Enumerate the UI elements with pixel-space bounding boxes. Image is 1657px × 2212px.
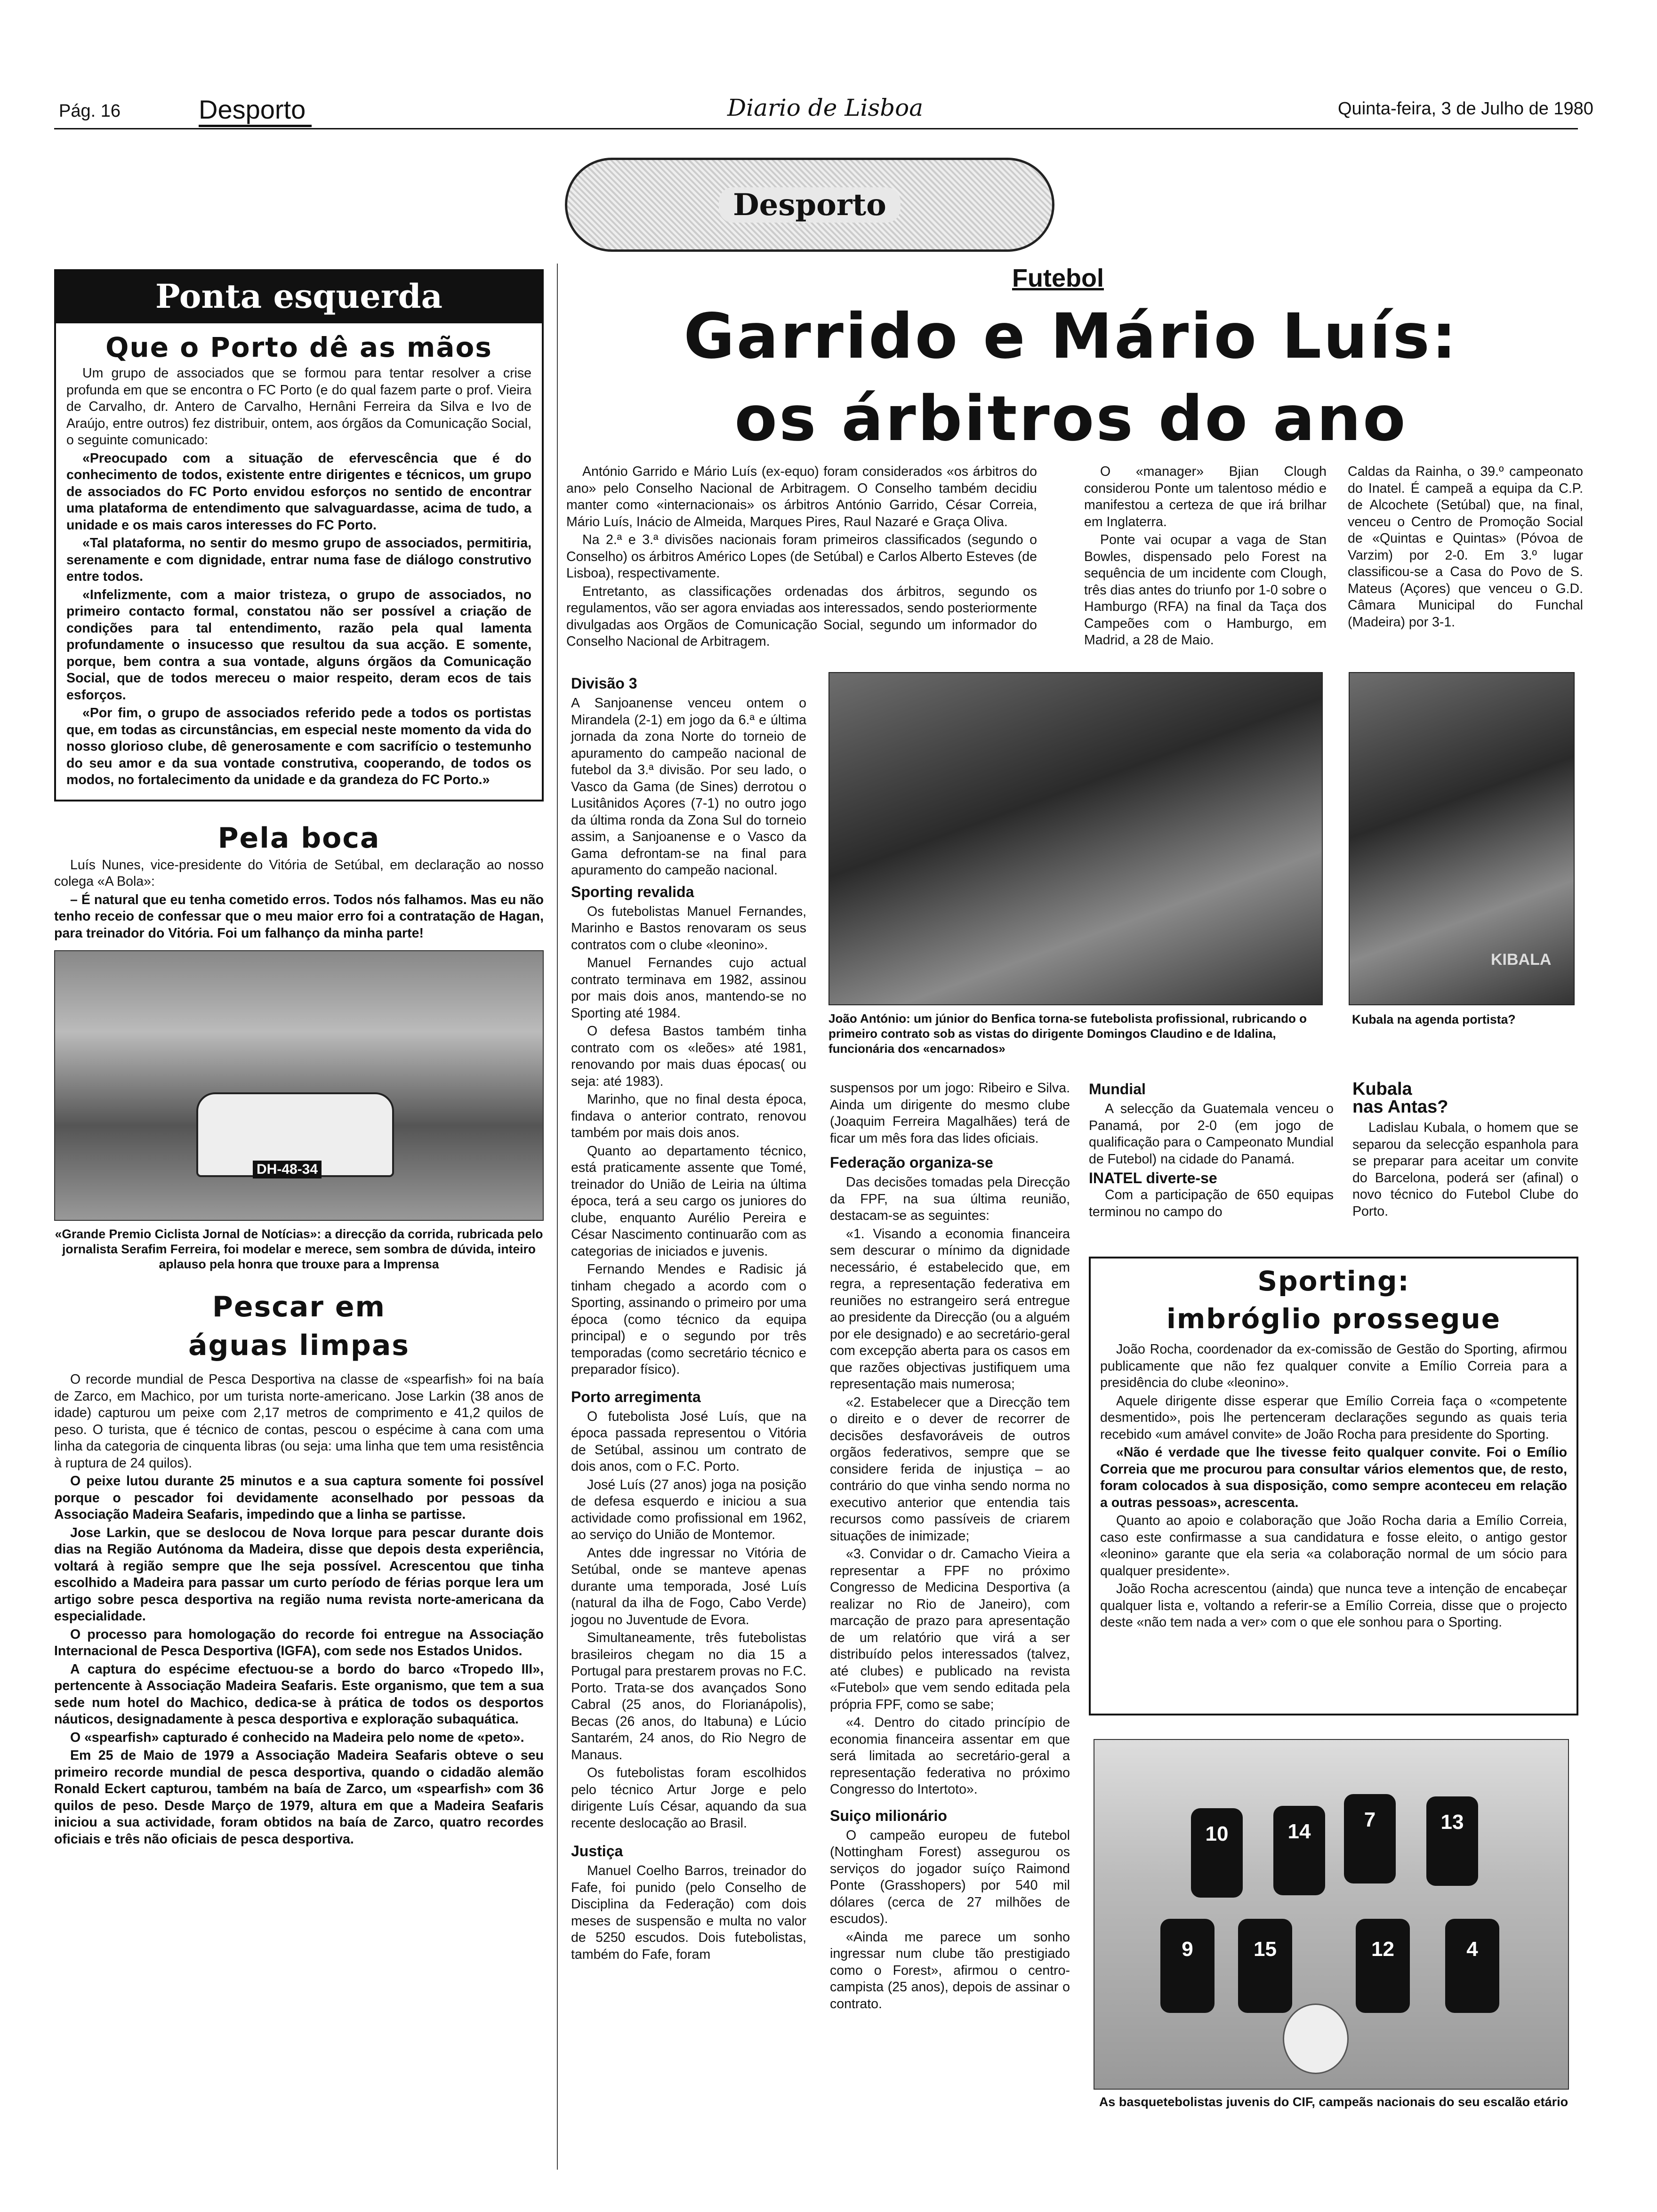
- banner-label: Desporto: [719, 187, 901, 223]
- para: Simultaneamente, três futebolistas brasileiros chegam no dia 15 a Portugal para prestarem provas no F.C. Porto. Trata-se dos avançados Sono Cabral (25 anos, do Florianápolis), Becas (26 anos, do Itabuna) e Lúcio Santarém, 24 anos, do Rio Negro de Manaus.: [571, 1630, 806, 1763]
- para: Em 25 de Maio de 1979 a Associação Madeira Seafaris obteve o seu primeiro recorde mundial de pesca desportiva, quando o cidadão alemão Ronald Eckert capturou, também na baía de Zarco, um «spearfish» com 36 quilos de peso. Desde Março de 1979, altura em que a Madeira Seafaris iniciou a sua actividade, foram obtidos na baía de Zarco, quatro recordes oficiais e três não oficiais de pesca desportiva.: [54, 1748, 544, 1847]
- photo2-caption: João António: um júnior do Benfica torna-se futebolista profissional, rubricando o primeiro contrato sob as vistas do dirigente Domingos Claudino e de Idalina, funcionária dos «encarnados»: [828, 1011, 1307, 1056]
- para: A Sanjoanense venceu ontem o Mirandela (2-1) em jogo da 6.ª e última jornada da zona Norte do torneio de apuramento do campeão nacional de futebol da 3.ª divisão. Por seu lado, o Vasco da Gama (de Sines) derrotou o Lusitânidos Açores (7-1) no outro jogo da última ronda da Zona Sul do torneio assim, a Sanjoanense e o Vasco da Gama defrontam-se na final para apuramento do campeão nacional.: [571, 696, 806, 878]
- photo-contract-signing: [828, 672, 1323, 1005]
- para: O «manager» Bjian Clough considerou Ponte um talentoso médio e manifestou a certeza de que irá brilhar em Inglaterra.: [1084, 464, 1327, 529]
- player: 14: [1273, 1806, 1325, 1895]
- s1-body: [66, 365, 531, 789]
- column-title: Ponta esquerda: [54, 269, 544, 323]
- col6-text: [1352, 1080, 1578, 1221]
- para: Os futebolistas foram escolhidos pelo técnico Artur Jorge e pelo dirigente Luís César, aquando da sua recente deslocação ao Brasil.: [571, 1765, 806, 1831]
- para: O processo para homologação do recorde foi entregue na Associação Internacional de Pesca Desportiva (IGFA), com sede nos Estados Unidos.: [54, 1627, 544, 1659]
- para: Manuel Fernandes cujo actual contrato terminava em 1982, assinou por mais dois anos, mantendo-se no Sporting até 1984.: [571, 955, 806, 1021]
- page-number: Pág. 16: [59, 101, 121, 121]
- para: Caldas da Rainha, o 39.º campeonato do Inatel. É campeã a equipa da C.P. de Alcochete (Setúbal) que, na final, venceu o Centro de Promoção Social de «Quintas e Quintas» (Póvoa de Varzim) por 2-0. Em 3.º lugar classificou-se a Casa do Povo de S. Mateus (Açores) que venceu o G.D. Câmara Municipal do Funchal (Madeira) por 3-1.: [1348, 464, 1583, 630]
- col4-text: [830, 1080, 1070, 2014]
- sporting-box: [1089, 1257, 1578, 1715]
- clough-text: [1084, 464, 1327, 650]
- player: 9: [1160, 1919, 1215, 2013]
- suico-title: Suiço milionário: [830, 1807, 947, 1824]
- para: Das decisões tomadas pela Direcção da FPF, na sua última reunião, destacam-se as seguintes:: [830, 1175, 1070, 1223]
- para: João Rocha, coordenador da ex-comissão de Gestão do Sporting, afirmou publicamente que não fez qualquer convite a Emílio Correia para a presidência do clube «leonino».: [1100, 1342, 1567, 1390]
- headline-2: os árbitros do ano: [734, 383, 1408, 455]
- kubala-title-2: nas Antas?: [1352, 1097, 1448, 1117]
- photo3-caption: Kubala na agenda portista?: [1352, 1012, 1516, 1026]
- mundial-title: Mundial: [1089, 1081, 1146, 1098]
- header-rule: [54, 128, 1578, 129]
- para: Na 2.ª e 3.ª divisões nacionais foram primeiros classificados (segundo o Conselho) os árbitros Américo Lopes (de Setúbal) e Carlos Alberto Esteves (de Lisboa), respectivamente.: [566, 532, 1037, 581]
- photo-cyclist: [54, 950, 544, 1221]
- para: «1. Visando a economia financeira sem descurar o mínimo da dignidade necessário, é estabelecido que, em regra, a representação federativa em reuniões no estrangeiro será entregue ao presidente da Direcção (ou a alguém por ele designado) e ao secretário-geral com excepção aberta para os casos em que razões objectivas justifiquem uma representação mais numerosa;: [830, 1226, 1070, 1392]
- para: «Não é verdade que lhe tivesse feito qualquer convite. Foi o Emílio Correia que me procurou para consultar vários elementos que, de resto, foram colocados à sua disposição, como sempre aconteceu em relação a outras pessoas», acrescenta.: [1100, 1445, 1567, 1510]
- photo-kubala: [1349, 672, 1575, 1005]
- para: Antes dde ingressar no Vitória de Setúbal, onde se manteve apenas durante uma temporada, José Luís (natural da ilha de Fogo, Cabo Verde) jogou no Juventude de Evora.: [571, 1545, 806, 1627]
- para: José Luís (27 anos) joga na posição de defesa esquerdo e iniciou a sua actividade como profissional em 1962, ao serviço do União de Montemor.: [571, 1477, 806, 1542]
- photo1-caption: «Grande Premio Ciclista Jornal de Notícias»: a direcção da corrida, rubricada pelo jornalista Serafim Ferreira, foi modelar e merece, sem sombra de dúvida, inteiro aplauso pela honra que trouxe para a Imprensa: [55, 1227, 543, 1271]
- para: O recorde mundial de Pesca Desportiva na classe de «spearfish» foi na baía de Zarco, em Machico, por um turista norte-americano. Jose Larkin (38 anos de idade) capturou um peixe com 2,17 metros de comprimento e 41,2 quilos de peso. O turista, que é técnico de contas, pescou o espécime à cana com uma linha da categoria de cinquenta libras (ou seja: uma linha que tem uma resistência à ruptura de 24 quilos).: [54, 1372, 544, 1471]
- teddy-bear: [1283, 2004, 1349, 2074]
- section-underline: [199, 125, 312, 127]
- para: Jose Larkin, que se deslocou de Nova Iorque para pescar durante dois dias na Região Autónoma da Madeira, disse que depois desta experiência, voltará à região sempre que lhe seja possível. Acrescentou que tinha escolhido a Madeira para passar um curto período de férias porque lera um artigo sobre pesca desportiva na região numa revista norte-americana da especialidade.: [54, 1525, 544, 1624]
- para: Quanto ao departamento técnico, está praticamente assente que Tomé, treinador do União de Leiria na última época, terá a seu cargo os juniores do clube, enquanto Aurélio Pereira e César Nascimento continuarão com as categorias de iniciados e juvenis.: [571, 1143, 806, 1259]
- kubala-title-1: Kubala: [1352, 1079, 1412, 1099]
- para: Aquele dirigente disse esperar que Emílio Correia faça o «competente desmentido», pois lhe pertenceram declarações segundo as quais teria recebido «um amável convite» de João Rocha para presidente do Sporting.: [1100, 1393, 1567, 1442]
- para: Marinho, que no final desta época, findava o anterior contrato, renovou também por mais dois anos.: [571, 1092, 806, 1140]
- caldas-text: [1348, 464, 1583, 632]
- col3-text: [571, 671, 806, 1964]
- para: Os futebolistas Manuel Fernandes, Marinho e Bastos renovaram os seus contratos com o clube «leonino».: [571, 904, 806, 953]
- para: O campeão europeu de futebol (Nottingham Forest) assegurou os serviços do jogador suíço Raimond Ponte (Grasshopers) por 540 mil dólares (cerca de 27 milhões de escudos).: [830, 1827, 1070, 1926]
- inatel-title: INATEL diverte-se: [1089, 1170, 1217, 1186]
- para: «Por fim, o grupo de associados referido pede a todos os portistas que, em todas as circunstâncias, em especial neste momento da vida do nosso glorioso clube, dê generosamente e com sacrifício o testemunho do seu amor e da sua vontade construtiva, cooperando, de todos os modos, no fortalecimento da unidade e da grandeza do FC Porto.»: [66, 705, 531, 787]
- para: João Rocha acrescentou (ainda) que nunca teve a intenção de encabeçar qualquer lista e, voltando a referir-se a Emílio Correia, disse que o projecto deste «não tem nada a ver» com o que ele sonhou para o Sporting.: [1100, 1581, 1567, 1630]
- fpf-title: Federação organiza-se: [830, 1154, 993, 1171]
- kicker: Futebol: [1012, 264, 1104, 292]
- column-rule: [557, 264, 558, 2170]
- para: «Preocupado com a situação de efervescência que é do conhecimento de todos, existente entre dirigentes e técnicos, um grupo de associados do FC Porto envidou esforços no sentido de encontrar uma plataforma de entendimento que salvaguardasse, acima de tudo, a unidade e os mais caros interesses do FC Porto.: [66, 450, 531, 533]
- player: 12: [1356, 1919, 1410, 2013]
- col5-text: [1089, 1080, 1334, 1222]
- para: O «spearfish» capturado é conhecido na Madeira pelo nome de «peto».: [70, 1730, 524, 1745]
- player: 4: [1445, 1919, 1499, 2013]
- para: A selecção da Guatemala venceu o Panamá, por 2-0 (em jogo de qualificação para o Campeonato Mundial de Futebol) na cidade do Panamá.: [1089, 1101, 1334, 1167]
- para: «3. Convidar o dr. Camacho Vieira a representar a FPF no próximo Congresso de Medicina Desportiva (a realizar no Rio de Janeiro), com marcação de prazo para apresentação de um relatório que virá a ser distribuído pelos interessados (talvez, até clubes) e publicado na revista «Futebol» que vem sendo editada pela própria FPF, como se sabe;: [830, 1547, 1070, 1712]
- para: «Tal plataforma, no sentir do mesmo grupo de associados, permitiria, serenamente e com dignidade, entrar numa fase de diálogo construtivo entre todos.: [66, 536, 531, 584]
- para: Com a participação de 650 equipas terminou no campo do: [1089, 1187, 1334, 1219]
- photo-basketball-team: [1094, 1739, 1569, 2090]
- player: 10: [1191, 1808, 1243, 1898]
- para: Fernando Mendes e Radisic já tinham chegado a acordo com o Sporting, assinando o primeiro por uma época (como técnico da equipa principal) e o segundo por três temporadas (como secretário técnico e preparador físico).: [571, 1262, 806, 1377]
- column-frame: [54, 323, 544, 801]
- para: suspensos por um jogo: Ribeiro e Silva. Ainda um dirigente do mesmo clube (Joaquim Ferreira Magalhães) terá de ficar um mês fora das lides oficiais.: [830, 1081, 1070, 1146]
- shirt-lettering: KIBALA: [1491, 951, 1552, 969]
- player: 15: [1238, 1919, 1292, 2013]
- player: 13: [1426, 1796, 1478, 1886]
- box-title-1: Sporting:: [1257, 1265, 1410, 1297]
- photo4-caption: As basquetebolistas juvenis do CIF, campeãs nacionais do seu escalão etário: [1099, 2095, 1569, 2109]
- section-name: Desporto: [199, 95, 306, 124]
- porto-title: Porto arregimenta: [571, 1388, 701, 1405]
- justica-title: Justiça: [571, 1843, 623, 1859]
- headline-1: Garrido e Mário Luís:: [684, 300, 1458, 373]
- intro-text: [566, 464, 1037, 652]
- para: «4. Dentro do citado princípio de economia financeira assentar em que será limitada ao secretário-geral a representação federativa no próximo Congresso do Intertoto».: [830, 1715, 1070, 1797]
- s2-title: Pela boca: [217, 821, 380, 855]
- masthead: Diario de Lisboa: [727, 94, 924, 121]
- para: O peixe lutou durante 25 minutos e a sua captura somente foi possível porque o pescador foi devidamente aconselhado por pessoas da Associação Madeira Seafaris, impedindo que a linha se partisse.: [54, 1474, 544, 1522]
- s3-title-1: Pescar em: [212, 1290, 386, 1323]
- box-title-2: imbróglio prossegue: [1166, 1303, 1501, 1335]
- player: 7: [1344, 1794, 1396, 1883]
- sporting-title: Sporting revalida: [571, 883, 694, 900]
- para: – É natural que eu tenha cometido erros. Todos nós falhamos. Mas eu não tenho receio de confessar que o meu maior erro foi a contratação de Hagan, para treinador do Vitória. Foi um falhanço da minha parte!: [54, 892, 544, 941]
- para: «Ainda me parece um sonho ingressar num clube tão prestigiado como o Forest», afirmou o centro-campista (25 anos), depois de assinar o contrato.: [830, 1929, 1070, 2012]
- para: António Garrido e Mário Luís (ex-equo) foram considerados «os árbitros do ano» pelo Conselho Nacional de Arbitragem. O Conselho também decidiu manter como «internacionais» os árbitros António Garrido, César Correia, Mário Luís, Inácio de Almeida, Marques Pires, Raul Nazaré e Graça Oliva.: [566, 464, 1037, 529]
- issue-date: Quinta-feira, 3 de Julho de 1980: [1338, 99, 1593, 119]
- para: Ladislau Kubala, o homem que se separou da selecção espanhola para se preparar para aceitar um convite do Barcelona, poderá ser (afinal) o novo técnico do Futebol Clube do Porto.: [1352, 1120, 1578, 1219]
- section-banner: [565, 158, 1054, 252]
- para: Um grupo de associados que se formou para tentar resolver a crise profunda em que se encontra o FC Porto (e do qual fazem parte o prof. Vieira de Carvalho, dr. Antero de Carvalho, Hernâni Ferreira da Silva e Ivo de Araújo, entre outros) fez distribuir, ontem, aos órgãos da Comunicação Social, o seguinte comunicado:: [66, 366, 531, 448]
- para: «2. Estabelecer que a Direcção tem o direito e o dever de recorrer de decisões desfavoráveis de outros orgãos federativos, sempre que se considere ferida de injustiça – ao contrário do que vinha sendo norma no executivo anterior que entendia tais recursos como passíveis de criarem situações de inimizade;: [830, 1395, 1070, 1544]
- para: Luís Nunes, vice-presidente do Vitória de Setúbal, em declaração ao nosso colega «A Bola»:: [54, 857, 544, 889]
- para: Quanto ao apoio e colaboração que João Rocha daria a Emílio Correia, caso este confirmasse a sua candidatura e fosse eleito, o antigo gestor «leonino» garante que ela seria «a colaboração normal de um sócio para qualquer presidente».: [1100, 1513, 1567, 1579]
- para: O futebolista José Luís, que na época passada representou o Vitória de Setúbal, assinou um contrato de dois anos, com o F.C. Porto.: [571, 1409, 806, 1474]
- para: Entretanto, as classificações ordenadas dos árbitros, segundo os regulamentos, vão ser agora enviadas aos interessados, sendo posteriormente divulgadas aos Orgãos de Comunicação Social, segundo um informador do Conselho Nacional de Arbitragem.: [566, 584, 1037, 649]
- s1-title: Que o Porto dê as mãos: [105, 331, 492, 363]
- para: «Infelizmente, com a maior tristeza, o grupo de associados, no primeiro contacto formal, constatou não ser possível a criação de condições para tal entendimento, razão pela qual lamenta profundamente o insucesso que resultou da sua acção. E somente, porque, bem contra a sua vontade, alguns órgãos da Comunicação Social, que de todos mereceu o maior respeito, deram ecos de tais esforços.: [66, 587, 531, 703]
- para: O defesa Bastos também tinha contrato com os «leões» até 1981, renovando por mais duas épocas( ou seja: até 1983).: [571, 1024, 806, 1089]
- license-plate: DH-48-34: [253, 1161, 322, 1178]
- s3-title-2: águas limpas: [188, 1329, 410, 1362]
- div3-title: Divisão 3: [571, 675, 637, 692]
- para: Ponte vai ocupar a vaga de Stan Bowles, dispensado pelo Forest na sequência de um incidente com Clough, três dias antes do triunfo por 1-0 sobre o Hamburgo (RFA) na final da Taça dos Campeões com o Hamburgo, em Madrid, a 28 de Maio.: [1084, 532, 1327, 648]
- para: Manuel Coelho Barros, treinador do Fafe, foi punido (pelo Conselho de Disciplina da Federação) com dois meses de suspensão e multa no valor de 5250 escudos. Dois futebolistas, também do Fafe, foram: [571, 1863, 806, 1962]
- ponta-esquerda-column: [54, 269, 544, 1849]
- para: A captura do espécime efectuou-se a bordo do barco «Tropedo III», pertencente à Associação Madeira Seafaris. Este organismo, que tem a sua sede num hotel do Machico, dedica-se à prática de todos os desportos náuticos, designadamente à pesca desportiva e exploração subaquática.: [54, 1661, 544, 1727]
